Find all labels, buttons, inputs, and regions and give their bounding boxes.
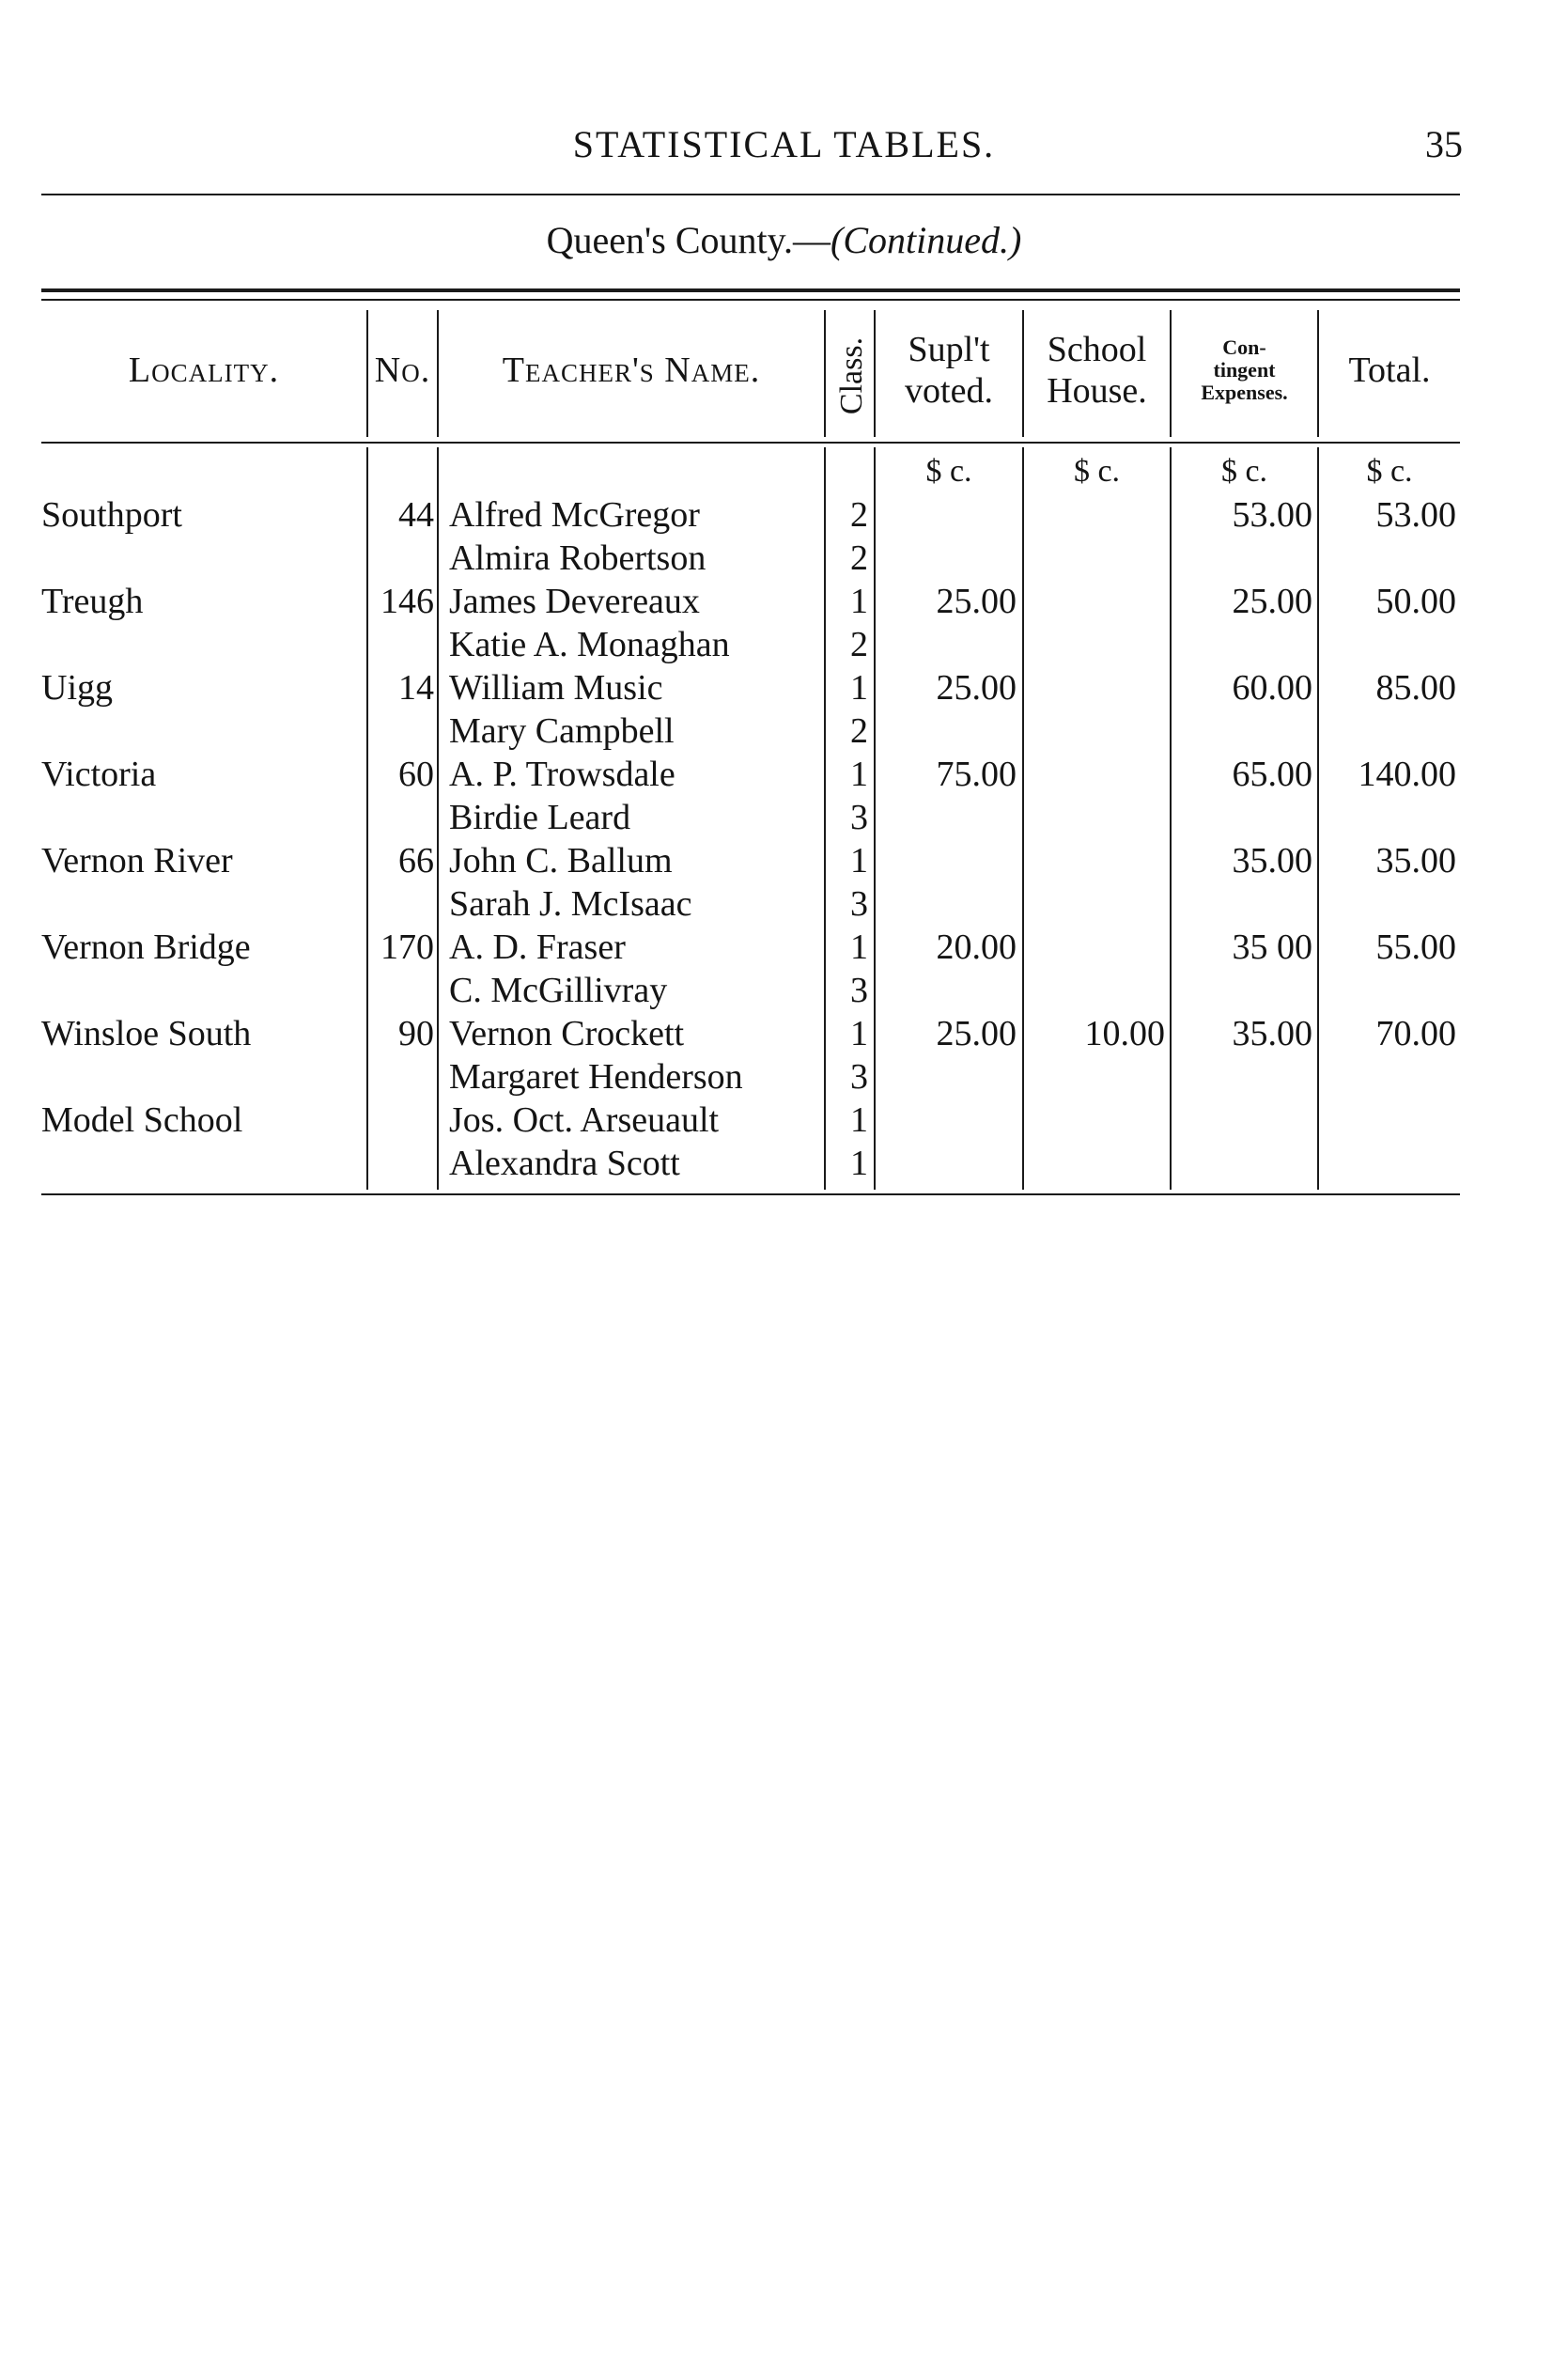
class-cell: 1 bbox=[850, 927, 868, 967]
class-cell: 1 bbox=[850, 1014, 868, 1053]
teacher-name-cell: Almira Robertson bbox=[449, 538, 706, 578]
number-cell: 60 bbox=[398, 755, 434, 794]
class-cell: 3 bbox=[850, 971, 868, 1010]
number-cell: 44 bbox=[398, 495, 434, 535]
locality-cell: Victoria bbox=[41, 755, 157, 794]
teacher-name-cell: A. P. Trowsdale bbox=[449, 755, 675, 794]
header-total: Total. bbox=[1348, 351, 1431, 390]
locality-cell: Uigg bbox=[41, 668, 113, 708]
class-cell: 1 bbox=[850, 668, 868, 708]
class-cell: 1 bbox=[850, 755, 868, 794]
class-cell: 2 bbox=[850, 538, 868, 578]
teacher-name-cell: William Music bbox=[449, 668, 663, 708]
subtitle-county: Queen's County.— bbox=[546, 219, 831, 261]
header-no: No. bbox=[374, 351, 431, 390]
suplt-voted-cell: 20.00 bbox=[936, 927, 1017, 967]
number-cell: 66 bbox=[398, 841, 434, 881]
number-cell: 170 bbox=[380, 927, 434, 967]
body-col-sep-1 bbox=[366, 447, 368, 1190]
table-bottom-rule bbox=[41, 1193, 1460, 1195]
class-cell: 3 bbox=[850, 884, 868, 924]
teacher-name-cell: Sarah J. McIsaac bbox=[449, 884, 692, 924]
class-cell: 2 bbox=[850, 495, 868, 535]
contingent-cell: 35.00 bbox=[1232, 1014, 1312, 1053]
teacher-name-cell: Margaret Henderson bbox=[449, 1057, 743, 1097]
header-bottom-rule bbox=[41, 442, 1460, 444]
body-col-sep-4 bbox=[874, 447, 876, 1190]
class-cell: 2 bbox=[850, 711, 868, 751]
contingent-cell: 35.00 bbox=[1232, 841, 1312, 881]
total-cell: 55.00 bbox=[1375, 927, 1456, 967]
suplt-voted-cell: 25.00 bbox=[936, 668, 1017, 708]
header-contingent-expenses bbox=[1172, 336, 1317, 404]
teacher-name-cell: C. McGillivray bbox=[449, 971, 668, 1010]
teacher-name-cell: Katie A. Monaghan bbox=[449, 625, 730, 664]
class-cell: 3 bbox=[850, 1057, 868, 1097]
header-class: Class. bbox=[834, 336, 869, 415]
header-suplt-line1: Supl't bbox=[908, 330, 990, 369]
body-col-sep-5 bbox=[1022, 447, 1024, 1190]
class-cell: 3 bbox=[850, 798, 868, 837]
header-locality: Locality. bbox=[128, 351, 280, 390]
body-col-sep-2 bbox=[437, 447, 439, 1190]
teacher-name-cell: Vernon Crockett bbox=[449, 1014, 685, 1053]
header-cont-line3: Expenses. bbox=[1201, 381, 1288, 404]
number-cell: 146 bbox=[380, 582, 434, 621]
suplt-voted-cell: 25.00 bbox=[936, 1014, 1017, 1053]
header-suplt-voted bbox=[876, 329, 1022, 412]
teacher-name-cell: James Devereaux bbox=[449, 582, 700, 621]
class-cell: 1 bbox=[850, 582, 868, 621]
teacher-name-cell: Alfred McGregor bbox=[449, 495, 700, 535]
unit-suplt: $ c. bbox=[925, 454, 972, 489]
locality-cell: Southport bbox=[41, 495, 182, 535]
table-top-rule-thick bbox=[41, 288, 1460, 292]
locality-cell: Winsloe South bbox=[41, 1014, 252, 1053]
teacher-name-cell: A. D. Fraser bbox=[449, 927, 626, 967]
teacher-name-cell: John C. Ballum bbox=[449, 841, 673, 881]
number-cell: 90 bbox=[398, 1014, 434, 1053]
teacher-name-cell: Birdie Leard bbox=[449, 798, 631, 837]
subtitle-continued: (Continued.) bbox=[831, 219, 1022, 261]
teacher-name-cell: Jos. Oct. Arseuault bbox=[449, 1100, 720, 1140]
header-school-line2: House. bbox=[1047, 371, 1147, 411]
class-cell: 1 bbox=[850, 1100, 868, 1140]
total-cell: 35.00 bbox=[1375, 841, 1456, 881]
table-top-rule-thin bbox=[41, 299, 1460, 301]
school-house-cell: 10.00 bbox=[1084, 1014, 1165, 1053]
table-subtitle bbox=[0, 218, 1568, 262]
contingent-cell: 53.00 bbox=[1232, 495, 1312, 535]
unit-school: $ c. bbox=[1073, 454, 1121, 489]
header-teacher-name: Teacher's Name. bbox=[502, 351, 761, 390]
top-rule bbox=[41, 194, 1460, 195]
contingent-cell: 60.00 bbox=[1232, 668, 1312, 708]
header-cont-line2: tingent bbox=[1213, 358, 1276, 382]
body-col-sep-7 bbox=[1317, 447, 1319, 1190]
locality-cell: Model School bbox=[41, 1100, 243, 1140]
total-cell: 53.00 bbox=[1375, 495, 1456, 535]
total-cell: 70.00 bbox=[1375, 1014, 1456, 1053]
header-school-line1: School bbox=[1047, 330, 1147, 369]
locality-cell: Vernon River bbox=[41, 841, 233, 881]
running-head: STATISTICAL TABLES. bbox=[572, 123, 996, 165]
body-col-sep-6 bbox=[1170, 447, 1172, 1190]
class-cell: 1 bbox=[850, 841, 868, 881]
class-cell: 1 bbox=[850, 1144, 868, 1183]
contingent-cell: 65.00 bbox=[1232, 755, 1312, 794]
unit-total: $ c. bbox=[1366, 454, 1413, 489]
header-cont-line1: Con- bbox=[1222, 335, 1266, 359]
contingent-cell: 25.00 bbox=[1232, 582, 1312, 621]
teacher-name-cell: Mary Campbell bbox=[449, 711, 675, 751]
unit-contingent: $ c. bbox=[1220, 454, 1268, 489]
header-school-house bbox=[1024, 329, 1170, 412]
teacher-name-cell: Alexandra Scott bbox=[449, 1144, 680, 1183]
suplt-voted-cell: 75.00 bbox=[936, 755, 1017, 794]
class-cell: 2 bbox=[850, 625, 868, 664]
suplt-voted-cell: 25.00 bbox=[936, 582, 1017, 621]
contingent-cell: 35 00 bbox=[1232, 927, 1312, 967]
page-number: 35 bbox=[1425, 123, 1463, 165]
locality-cell: Vernon Bridge bbox=[41, 927, 251, 967]
number-cell: 14 bbox=[398, 668, 434, 708]
col-sep-3 bbox=[824, 310, 826, 437]
total-cell: 50.00 bbox=[1375, 582, 1456, 621]
locality-cell: Treugh bbox=[41, 582, 144, 621]
total-cell: 85.00 bbox=[1375, 668, 1456, 708]
total-cell: 140.00 bbox=[1358, 755, 1456, 794]
body-col-sep-3 bbox=[824, 447, 826, 1190]
header-suplt-line2: voted. bbox=[905, 371, 993, 411]
